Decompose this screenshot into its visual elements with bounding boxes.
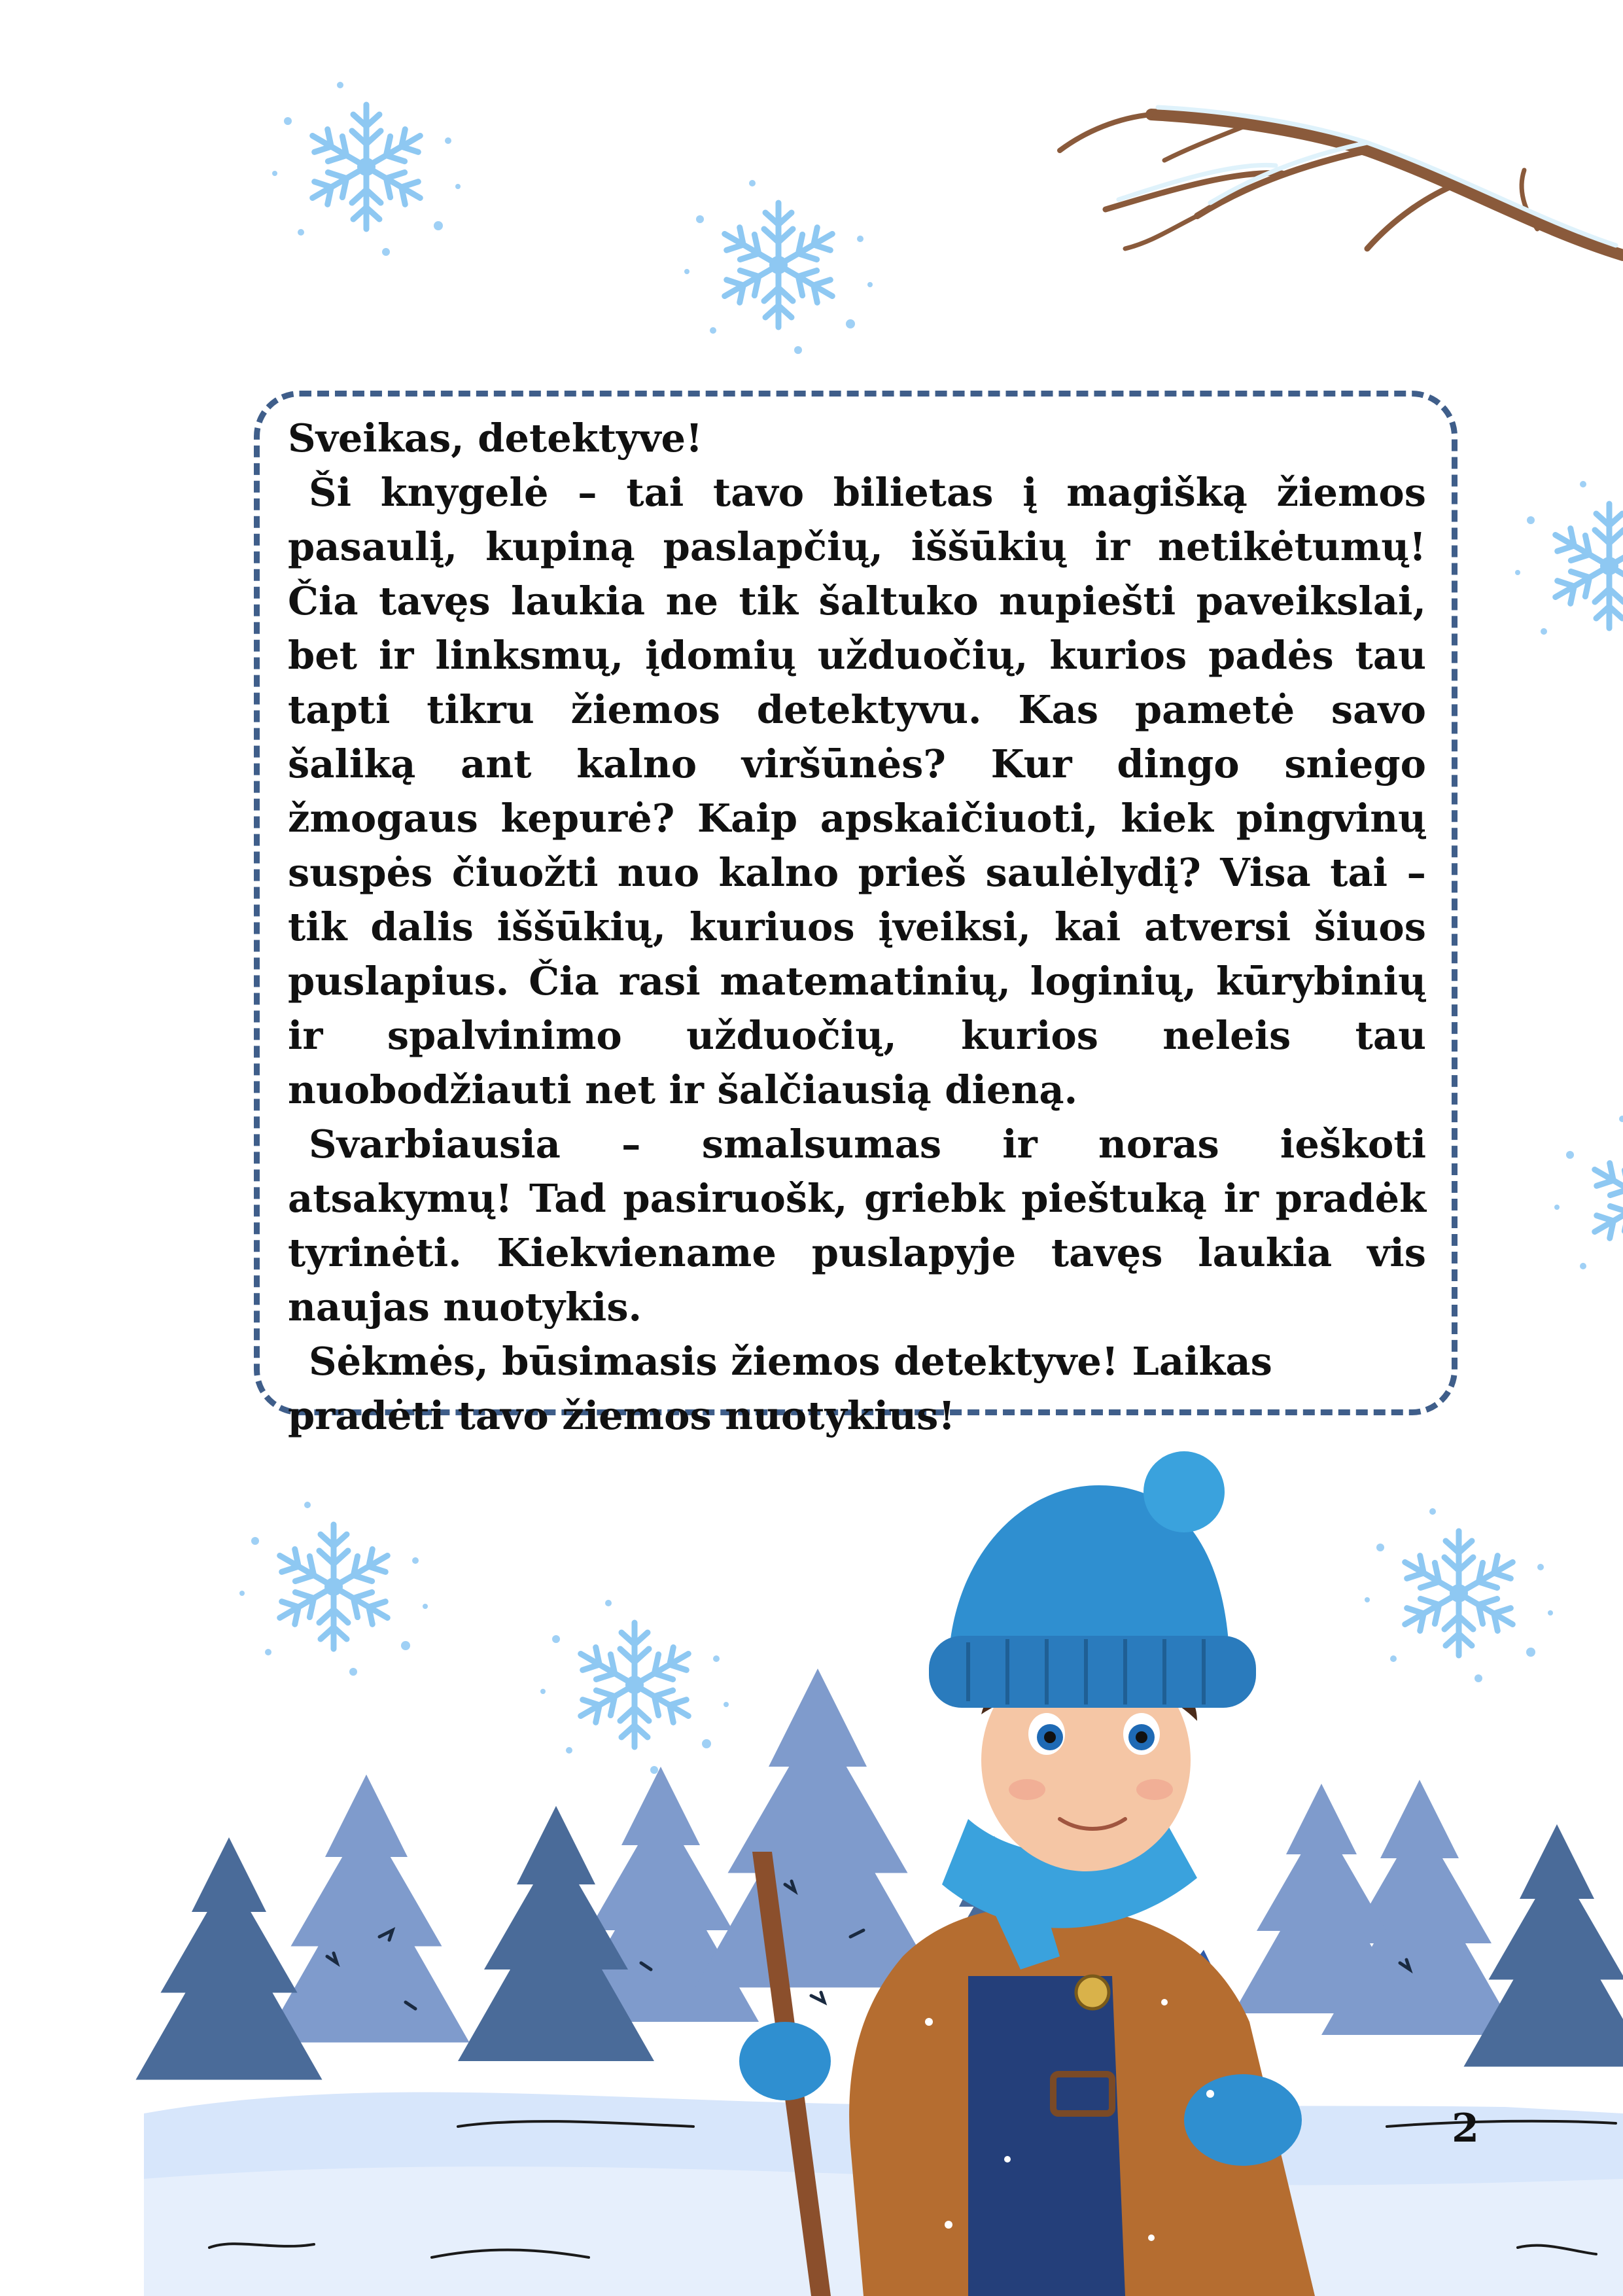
paragraph-2: Svarbiausia – smalsumas ir noras ieškoti atsakymų! Tad pasiruošk, griebk pieštuką ir pradėk tyrinėti. Kiekviename puslapyje tavęs laukia vis naujas nuotykis. bbox=[288, 1122, 1426, 1330]
snowflake-icon bbox=[1505, 471, 1623, 661]
snowflake-icon bbox=[674, 170, 883, 360]
greeting: Sveikas, detektyve! bbox=[288, 415, 703, 461]
snowflake-icon bbox=[1544, 1106, 1623, 1296]
snowy-branch-icon bbox=[1001, 98, 1623, 294]
paragraph-3: Sėkmės, būsimasis žiemos detektyve! Laikas pradėti tavo žiemos nuotykius! bbox=[288, 1339, 1272, 1438]
page-number: 2 bbox=[1452, 2106, 1479, 2151]
paragraph-1: Ši knygelė – tai tavo bilietas į magišką žiemos pasaulį, kupiną paslapčių, iššūkių ir netikėtumų! Čia tavęs laukia ne tik šaltuko nupiešti paveikslai, bet ir linksmų, įdomių užduočių, kurios padės tau tapti tikru žiemos detektyvu. Kas pametė savo šaliką ant kalno viršūnės? Kur dingo sniego žmogaus kepurė? Kaip apskaičiuoti, kiek pingvinų suspės čiuožti nuo kalno prieš saulėlydį? Visa tai – tik dalis iššūkių, kuriuos įveiksi, kai atversi šiuos puslapius. Čia rasi matematinių, loginių, kūrybinių ir spalvinimo užduočių, kurios neleis tau nuobodžiauti net ir šalčiausią dieną. bbox=[288, 470, 1426, 1112]
winter-scene-illustration bbox=[0, 1426, 1623, 2296]
intro-text bbox=[288, 411, 1426, 1443]
snowflake-icon bbox=[262, 72, 471, 262]
